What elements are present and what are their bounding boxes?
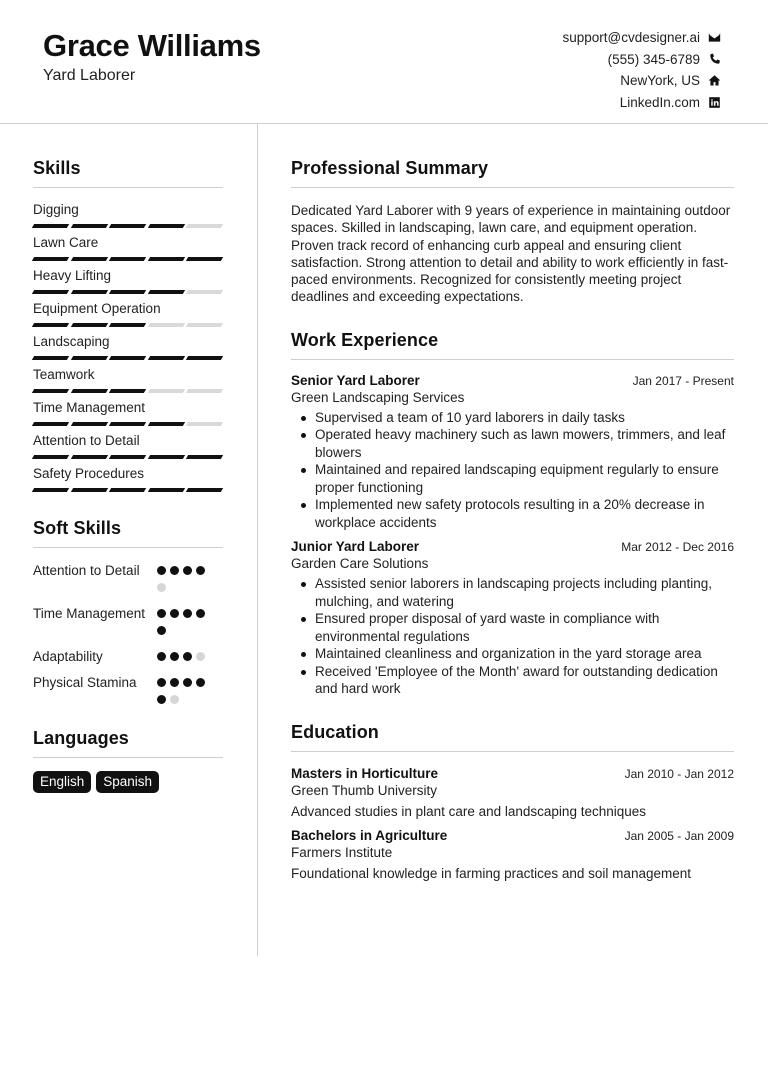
education-school: Green Thumb University bbox=[291, 782, 438, 798]
skill-name: Equipment Operation bbox=[33, 301, 161, 316]
skill-item bbox=[33, 268, 223, 294]
job-bullet: Assisted senior laborers in landscaping projects including planting, mulching, and watering bbox=[291, 575, 734, 610]
skill-level-segment bbox=[70, 290, 107, 294]
job-bullets bbox=[291, 409, 734, 532]
job-bullet: Supervised a team of 10 yard laborers in daily tasks bbox=[291, 409, 734, 427]
skill-level-bar bbox=[33, 488, 222, 492]
languages-heading: Languages bbox=[33, 728, 223, 758]
skill-level-segment bbox=[109, 290, 146, 294]
skill-item bbox=[33, 466, 223, 492]
skill-level-segment bbox=[148, 422, 185, 426]
skill-level-bar bbox=[33, 422, 222, 426]
contact-linkedin[interactable] bbox=[401, 92, 721, 114]
envelope-icon bbox=[707, 31, 721, 45]
job-bullet: Implemented new safety protocols resulting in a 20% decrease in workplace accidents bbox=[291, 496, 734, 531]
soft-skill-rating bbox=[157, 562, 217, 600]
skill-level-segment bbox=[148, 257, 185, 261]
skill-level-segment bbox=[32, 389, 69, 393]
contact-linkedin-text: LinkedIn.com bbox=[619, 94, 700, 110]
rating-dot bbox=[157, 695, 166, 704]
soft-skill-name: Attention to Detail bbox=[33, 563, 140, 578]
job-bullet: Operated heavy machinery such as lawn mowers, trimmers, and leaf blowers bbox=[291, 426, 734, 461]
skill-level-segment bbox=[186, 290, 223, 294]
skill-level-segment bbox=[32, 323, 69, 327]
skill-level-segment bbox=[148, 389, 185, 393]
rating-dot bbox=[196, 609, 205, 618]
skill-level-bar bbox=[33, 290, 222, 294]
education-dates: Jan 2010 - Jan 2012 bbox=[624, 766, 734, 781]
skill-item bbox=[33, 400, 223, 426]
rating-dot bbox=[170, 652, 179, 661]
skill-level-segment bbox=[32, 290, 69, 294]
skill-level-segment bbox=[186, 488, 223, 492]
job-dates: Jan 2017 - Present bbox=[632, 373, 734, 388]
skill-level-segment bbox=[186, 422, 223, 426]
skill-level-bar bbox=[33, 356, 222, 360]
home-icon bbox=[707, 74, 721, 88]
skill-level-segment bbox=[109, 422, 146, 426]
skill-level-bar bbox=[33, 455, 222, 459]
rating-dot bbox=[183, 566, 192, 575]
job-title: Junior Yard Laborer bbox=[291, 539, 420, 555]
skill-name: Attention to Detail bbox=[33, 433, 140, 448]
skill-level-segment bbox=[148, 455, 185, 459]
skill-level-segment bbox=[109, 488, 146, 492]
skill-level-segment bbox=[109, 389, 146, 393]
contact-location-text: NewYork, US bbox=[620, 73, 700, 89]
resume-header bbox=[0, 0, 768, 124]
education-school: Farmers Institute bbox=[291, 844, 393, 860]
skill-level-segment bbox=[109, 455, 146, 459]
rating-dot bbox=[170, 678, 179, 687]
skill-level-segment bbox=[32, 257, 69, 261]
contact-phone-text: (555) 345-6789 bbox=[607, 51, 700, 67]
skills-list bbox=[33, 202, 223, 492]
skill-name: Digging bbox=[33, 202, 79, 217]
rating-dot bbox=[157, 609, 166, 618]
education-degree: Masters in Horticulture bbox=[291, 765, 439, 781]
skill-level-segment bbox=[148, 488, 185, 492]
soft-skill-name: Adaptability bbox=[33, 649, 103, 664]
skill-item bbox=[33, 334, 223, 360]
rating-dot bbox=[157, 583, 166, 592]
language-badge: Spanish bbox=[96, 771, 159, 793]
right-column bbox=[291, 124, 734, 881]
skill-level-segment bbox=[70, 224, 107, 228]
contact-email-text: support@cvdesigner.ai bbox=[562, 30, 700, 46]
skill-level-segment bbox=[70, 257, 107, 261]
rating-dot bbox=[183, 609, 192, 618]
soft-skill-name: Physical Stamina bbox=[33, 675, 137, 690]
skill-name: Time Management bbox=[33, 400, 146, 415]
skill-level-segment bbox=[32, 356, 69, 360]
education-header bbox=[291, 766, 734, 781]
skill-level-bar bbox=[33, 257, 222, 261]
skill-name: Lawn Care bbox=[33, 235, 99, 250]
contact-location bbox=[401, 70, 721, 92]
job-company: Green Landscaping Services bbox=[291, 389, 465, 405]
rating-dot bbox=[157, 652, 166, 661]
job-bullets bbox=[291, 575, 734, 698]
skill-level-bar bbox=[33, 224, 222, 228]
skill-item bbox=[33, 235, 223, 261]
skill-level-segment bbox=[109, 323, 146, 327]
skill-level-segment bbox=[148, 356, 185, 360]
skill-level-segment bbox=[186, 224, 223, 228]
soft-skill-item bbox=[33, 674, 223, 712]
languages-list bbox=[33, 771, 223, 793]
skill-item bbox=[33, 202, 223, 228]
soft-skills-heading: Soft Skills bbox=[33, 518, 223, 548]
education-entry bbox=[291, 828, 734, 881]
skill-level-segment bbox=[70, 323, 107, 327]
soft-skill-item bbox=[33, 648, 223, 669]
skill-level-segment bbox=[148, 224, 185, 228]
skill-level-segment bbox=[32, 488, 69, 492]
language-badge: English bbox=[33, 771, 91, 793]
phone-icon bbox=[707, 52, 721, 66]
skill-level-segment bbox=[148, 323, 185, 327]
job-bullet: Received 'Employee of the Month' award for outstanding dedication and hard work bbox=[291, 663, 734, 698]
education-entry bbox=[291, 766, 734, 819]
education-description: Advanced studies in plant care and landscaping techniques bbox=[291, 803, 646, 819]
job-entry bbox=[291, 373, 734, 532]
skill-level-segment bbox=[70, 422, 107, 426]
skill-level-segment bbox=[70, 455, 107, 459]
skill-level-segment bbox=[70, 389, 107, 393]
education-description: Foundational knowledge in farming practices and soil management bbox=[291, 865, 691, 881]
rating-dot bbox=[196, 566, 205, 575]
rating-dot bbox=[196, 678, 205, 687]
contact-email[interactable] bbox=[401, 27, 721, 49]
skill-name: Teamwork bbox=[33, 367, 95, 382]
linkedin-icon bbox=[707, 95, 721, 109]
skill-level-segment bbox=[186, 389, 223, 393]
education-list bbox=[291, 766, 734, 881]
job-header bbox=[291, 373, 734, 388]
candidate-title: Yard Laborer bbox=[43, 67, 136, 84]
soft-skill-name: Time Management bbox=[33, 606, 146, 621]
contact-phone[interactable] bbox=[401, 49, 721, 71]
skill-level-bar bbox=[33, 323, 222, 327]
job-bullet: Maintained cleanliness and organization in the yard storage area bbox=[291, 645, 734, 663]
skill-item bbox=[33, 367, 223, 393]
skill-level-bar bbox=[33, 389, 222, 393]
contact-info bbox=[401, 27, 721, 113]
summary-heading: Professional Summary bbox=[291, 158, 734, 188]
skill-item bbox=[33, 301, 223, 327]
column-divider bbox=[257, 124, 258, 956]
education-dates: Jan 2005 - Jan 2009 bbox=[624, 828, 734, 843]
job-dates: Mar 2012 - Dec 2016 bbox=[621, 540, 734, 555]
skill-item bbox=[33, 433, 223, 459]
skill-level-segment bbox=[186, 356, 223, 360]
job-header bbox=[291, 539, 734, 554]
rating-dot bbox=[183, 678, 192, 687]
rating-dot bbox=[157, 566, 166, 575]
soft-skill-item bbox=[33, 562, 223, 600]
skill-level-segment bbox=[70, 488, 107, 492]
skill-level-segment bbox=[32, 422, 69, 426]
skill-level-segment bbox=[70, 356, 107, 360]
skill-level-segment bbox=[186, 323, 223, 327]
soft-skill-item bbox=[33, 605, 223, 643]
skill-level-segment bbox=[32, 224, 69, 228]
education-degree: Bachelors in Agriculture bbox=[291, 827, 448, 843]
skill-name: Landscaping bbox=[33, 334, 110, 349]
summary-text: Dedicated Yard Laborer with 9 years of experience in maintaining outdoor spaces. Skilled in landscaping, lawn care, and equipment operation. Proven track record of enhancing curb appeal and ensuring client satisfaction. Strong attention to detail and ability to work efficiently in fast-paced environments. Recognized for consistently meeting project deadlines and exceeding expectations. bbox=[291, 203, 731, 305]
work-experience-list bbox=[291, 373, 734, 698]
skill-level-segment bbox=[186, 257, 223, 261]
education-header bbox=[291, 828, 734, 843]
soft-skill-rating bbox=[157, 648, 217, 669]
job-bullet: Ensured proper disposal of yard waste in compliance with environmental regulations bbox=[291, 610, 734, 645]
skill-level-segment bbox=[32, 455, 69, 459]
soft-skill-rating bbox=[157, 605, 217, 643]
left-column bbox=[33, 124, 223, 793]
rating-dot bbox=[170, 695, 179, 704]
soft-skill-rating bbox=[157, 674, 217, 712]
soft-skills-list bbox=[33, 562, 223, 712]
education-heading: Education bbox=[291, 722, 734, 752]
job-entry bbox=[291, 539, 734, 698]
rating-dot bbox=[157, 626, 166, 635]
job-bullet: Maintained and repaired landscaping equipment regularly to ensure proper functioning bbox=[291, 461, 734, 496]
rating-dot bbox=[170, 609, 179, 618]
rating-dot bbox=[183, 652, 192, 661]
work-experience-heading: Work Experience bbox=[291, 330, 734, 360]
skill-level-segment bbox=[109, 356, 146, 360]
skill-level-segment bbox=[109, 257, 146, 261]
skill-level-segment bbox=[186, 455, 223, 459]
candidate-name: Grace Williams bbox=[43, 28, 261, 63]
rating-dot bbox=[170, 566, 179, 575]
skill-name: Safety Procedures bbox=[33, 466, 145, 481]
skill-level-segment bbox=[109, 224, 146, 228]
job-company: Garden Care Solutions bbox=[291, 556, 429, 572]
job-title: Senior Yard Laborer bbox=[291, 372, 420, 388]
rating-dot bbox=[196, 652, 205, 661]
skill-level-segment bbox=[148, 290, 185, 294]
rating-dot bbox=[157, 678, 166, 687]
skill-name: Heavy Lifting bbox=[33, 268, 112, 283]
skills-heading: Skills bbox=[33, 158, 223, 188]
